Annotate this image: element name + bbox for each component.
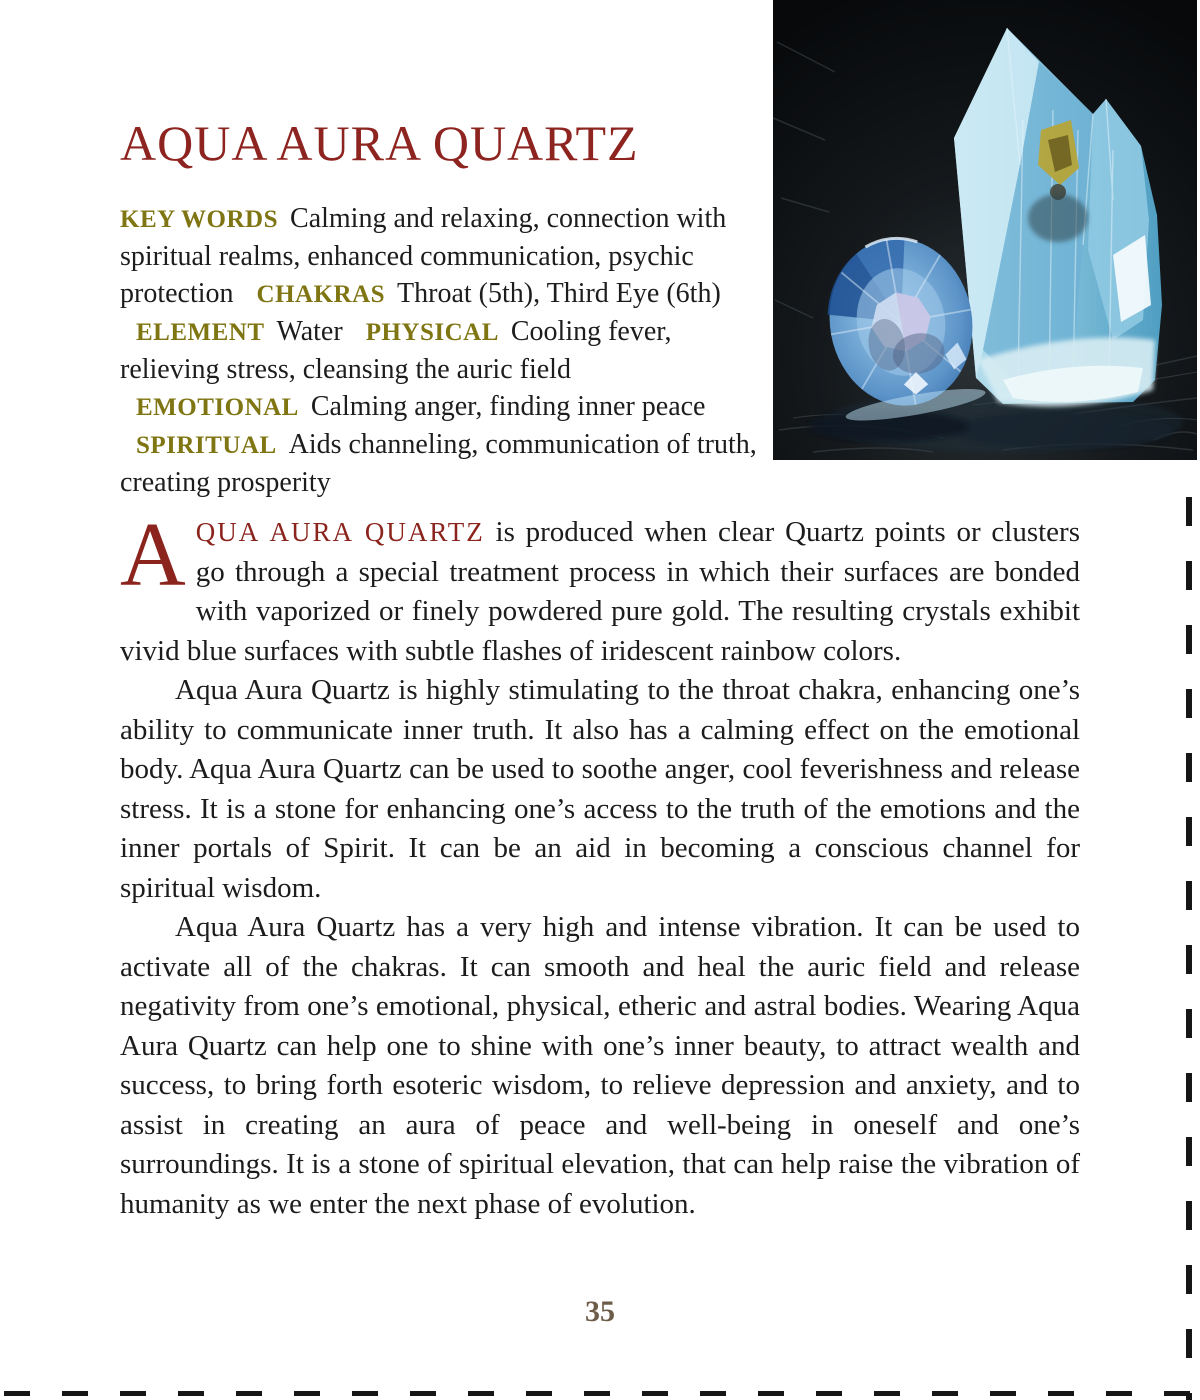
keyword-entry	[241, 278, 721, 309]
keyword-text: Water	[276, 316, 343, 347]
keyword-text: Throat (5th), Third Eye (6th)	[397, 278, 721, 309]
keyword-label: SPIRITUAL	[136, 432, 277, 459]
paragraph-text: is produced when clear Quartz points or clusters go through a special treatment process in which their surfaces are bonded with vaporized or finely powdered pure gold. The resulting crystals exhibit vivid blue surfaces with subtle flashes of iridescent rainbow colors.	[120, 516, 1080, 667]
keyword-label: CHAKRAS	[256, 281, 386, 308]
page-number: 35	[585, 1295, 615, 1328]
lead-smallcaps: QUA AURA QUARTZ	[195, 517, 485, 547]
keywords-block	[120, 200, 760, 501]
body-paragraph-2: Aqua Aura Quartz is highly stimulating to the throat chakra, enhancing one’s ability to communicate inner truth. It also has a calming effect on the emotional body. Aqua Aura Quartz can be used to soothe anger, cool feverishness and release stress. It is a stone for enhancing one’s access to the truth of the emotions and the inner portals of Spirit. It can be an aid in becoming a conscious channel for spiritual wisdom.	[120, 674, 1080, 904]
keyword-label: ELEMENT	[136, 319, 265, 346]
keyword-label: PHYSICAL	[365, 319, 499, 346]
keyword-text: Calming and relaxing, connection with spiritual realms, enhanced communication, psychic protection	[120, 203, 727, 309]
body-paragraph-1	[120, 504, 1080, 671]
body-text	[120, 504, 1080, 1224]
drop-cap: A	[120, 504, 186, 605]
page-edge-marks-bottom	[4, 1391, 1196, 1396]
keyword-label: EMOTIONAL	[136, 394, 299, 421]
keyword-entry	[120, 429, 757, 498]
page-edge-marks-right	[1186, 497, 1192, 1400]
keyword-entry	[120, 391, 705, 422]
crystal-photo-art	[773, 0, 1197, 460]
keyword-text: Aids channeling, communication of truth, creating prosperity	[120, 429, 757, 498]
keyword-label: KEY WORDS	[120, 206, 279, 233]
keyword-text: Cooling fever, relieving stress, cleansing the auric field	[120, 316, 672, 385]
page-title: AQUA AURA QUARTZ	[120, 114, 639, 171]
keyword-text: Calming anger, finding inner peace	[310, 391, 706, 422]
keyword-entry	[120, 316, 343, 347]
body-paragraph-3: Aqua Aura Quartz has a very high and intense vibration. It can be used to activate all of the chakras. It can smooth and heal the auric field and release negativity from one’s emotional, physical, etheric and astral bodies. Wearing Aqua Aura Quartz can help one to shine with one’s inner beauty, to attract wealth and success, to bring forth esoteric wisdom, to relieve depression and anxiety, and to assist in creating an aura of peace and well-being in oneself and one’s surroundings. It is a stone of spiritual elevation, that can help raise the vibration of humanity as we enter the next phase of evolution.	[120, 911, 1080, 1220]
crystal-photo	[773, 0, 1197, 460]
